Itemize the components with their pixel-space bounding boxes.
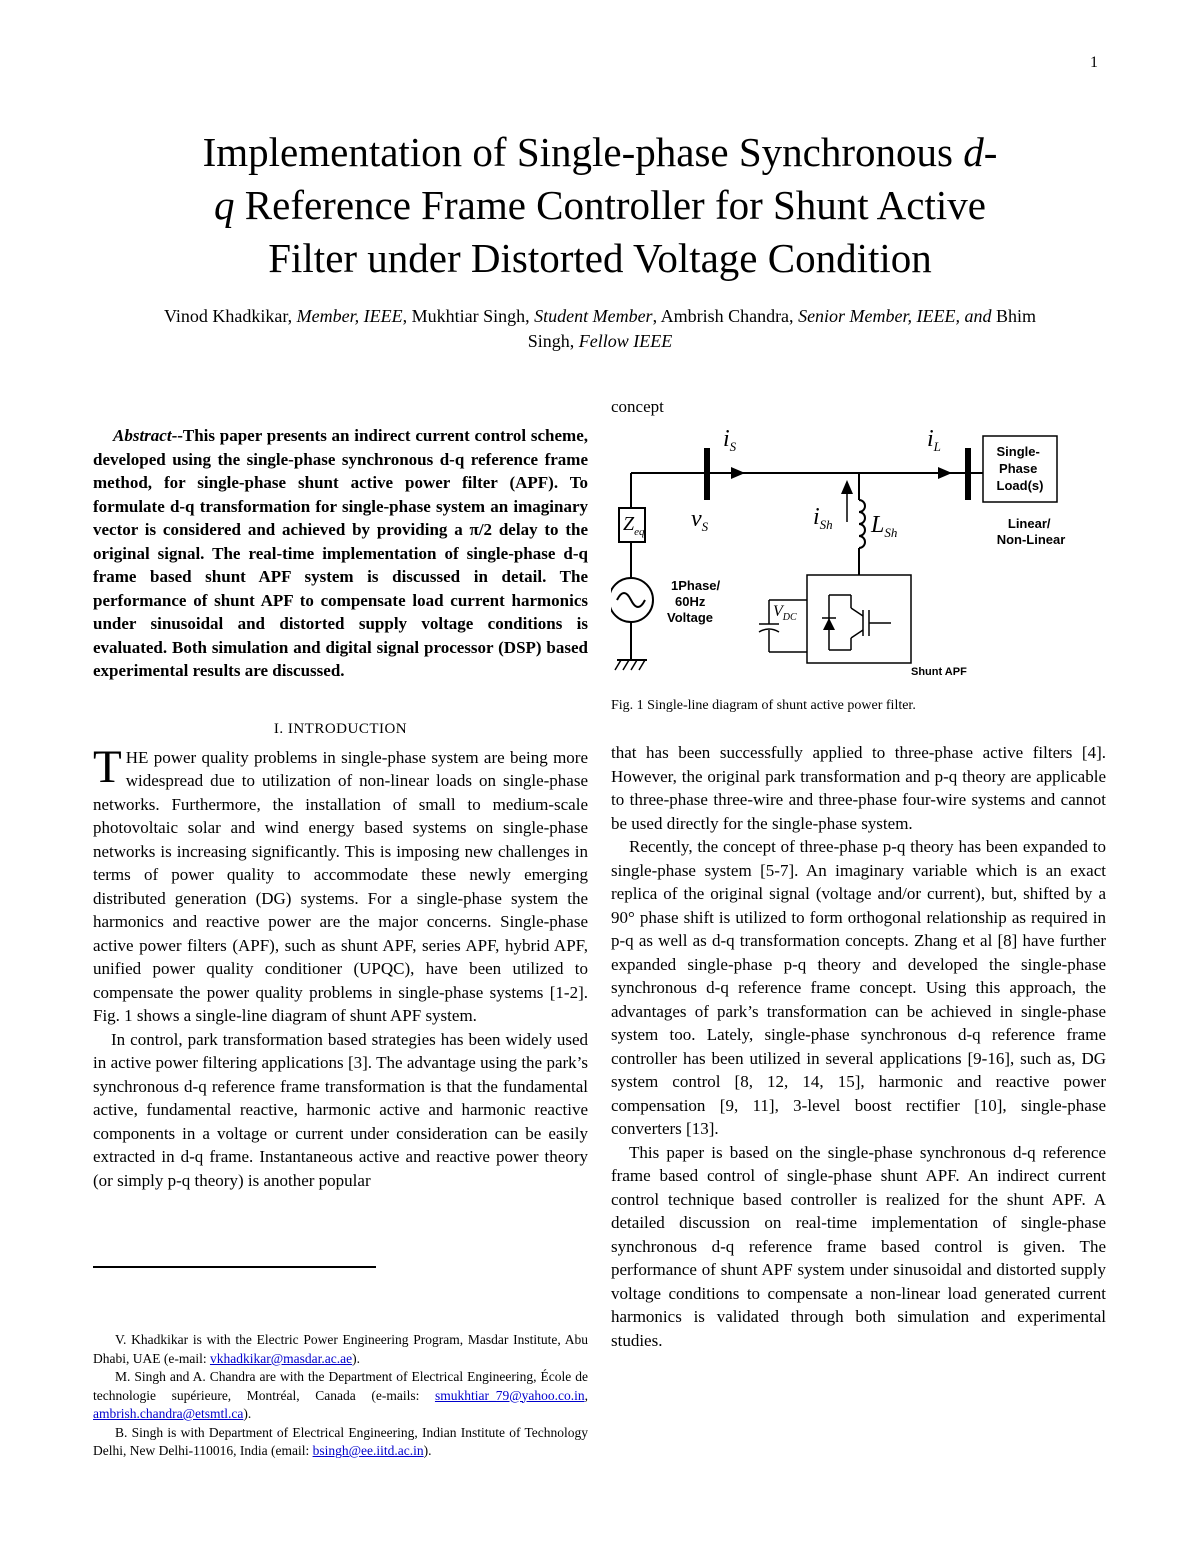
right-paragraph-3: This paper is based on the single-phase synchronous d-q reference frame based control of single-phase shunt APF. An indirect current control technique based controller is realized for the shunt APF. A detailed discussion on real-time implementation of single-phase synchronous d-q reference frame based control is given. The performance of shunt APF system under sinusoidal and distorted supply voltage conditions to compensate a non-linear load generated current harmonics is validated through both simulation and experimental studies. <box>611 1142 1106 1350</box>
footnote-3 <box>93 1424 588 1461</box>
email-link-chandra[interactable]: ambrish.chandra@etsmtl.ca <box>93 1406 244 1421</box>
inverter-box <box>807 575 911 663</box>
label-vs: $v_S$ <box>691 506 709 534</box>
pcc-bus-bar <box>704 448 710 500</box>
intro-paragraph-2: In control, park transformation based strategies has been widely used in active power filtering applications [3]. The advantage using the park’s synchronous d-q reference frame transformation is that the fundamental active, fundamental reactive, harmonic active and harmonic reactive components in a voltage or current under consideration can be easily extracted in d-q frame. Instantaneous active and reactive power theory (or simply p-q theory) is another popular <box>93 1029 588 1190</box>
inductor-icon <box>859 500 865 548</box>
label-lsh: $L_{Sh}$ <box>871 512 898 540</box>
drop-cap: T <box>93 740 122 793</box>
label-vdc: $V_{DC}$ <box>773 603 797 623</box>
author-1-role: Member, IEEE <box>296 306 403 326</box>
label-il: $i_L$ <box>927 426 941 454</box>
label-shunt-apf: Shunt APF <box>911 666 967 678</box>
intro-paragraph-1-text: HE power quality problems in single-phase system are being more widespread due to utilization of non-linear loads on single-phase networks. Furthermore, the installation of small to medium-scale photovoltaic solar and wind energy based systems on single-phase networks is increasing significantly. This is imposing new challenges in terms of power quality to accommodate these newly emerging distributed generation (DG) systems. For a single-phase system the harmonics and reactive power are the major concerns. Single-phase active power filters (APF), such as shunt APF, series APF, hybrid APF, unified power quality conditioner (UPQC), have been utilized to compensate the power quality problems in single-phase systems [1-2]. Fig. 1 shows a single-line diagram of shunt APF system. <box>93 747 588 1025</box>
label-source: 1Phase/ 60Hz Voltage <box>667 578 721 625</box>
ish-arrow-icon <box>841 480 853 494</box>
author-4-role: Fellow IEEE <box>578 331 673 351</box>
abstract <box>93 424 588 683</box>
is-arrow-icon <box>731 467 745 479</box>
load-bus-bar <box>965 448 971 500</box>
ground-icon <box>615 660 647 670</box>
footnote-1-end: ). <box>352 1350 360 1366</box>
footnote-1-text: V. Khadkikar is with the Electric Power Engineering Program, Masdar Institute, Abu Dhabi, UAE (e-mail: <box>93 1332 588 1366</box>
label-load-type: Linear/ Non-Linear <box>996 516 1066 547</box>
dc-capacitor-icon <box>759 600 807 652</box>
author-2: , Mukhtiar Singh, <box>402 306 535 326</box>
title-line1: Implementation of Single-phase Synchronous <box>202 129 964 175</box>
author-list <box>150 304 1050 354</box>
title-line2-italic: q <box>214 182 235 228</box>
author-1: Vinod Khadkikar, <box>163 306 297 326</box>
footnote-2 <box>93 1368 588 1424</box>
email-link-khadkikar[interactable]: vkhadkikar@masdar.ac.ae <box>209 1350 353 1366</box>
footnote-3-text: B. Singh is with Department of Electrical Engineering, Indian Institute of Technology Delhi, New Delhi-110016, India (email: <box>93 1424 588 1458</box>
email-link-singh[interactable]: smukhtiar_79@yahoo.co.in <box>434 1387 585 1403</box>
author-2-role: Student Member <box>534 306 653 326</box>
il-arrow-icon <box>938 467 952 479</box>
concept-word: concept <box>611 397 664 416</box>
title-line3: Filter under Distorted Voltage Condition <box>268 235 932 281</box>
label-ish: $i_{Sh}$ <box>813 504 833 532</box>
footnote-2-sep: , <box>584 1387 588 1403</box>
page-number: 1 <box>1090 54 1098 71</box>
right-paragraph-2: Recently, the concept of three-phase p-q theory has been expanded to single-phase system [5-7]. An imaginary variable which is an exact replica of the original signal (voltage and/or current), but, shifted by a 90° phase shift is utilized to form orthogonal relationship as required in p-q as well as d-q transformation concepts. Zhang et al [8] have further expanded single-phase p-q theory and developed the single-phase synchronous d-q reference frame concept. Using this approach, the advantages of park’s transformation can be achieved in single-phase system too. Lately, single-phase synchronous d-q reference frame controller has been utilized in several applications [9-16], such as, DG system control [8, 12, 14, 15], harmonic and reactive power compensation [9, 11], 3-level boost rectifier [10], single-phase converters [13]. <box>611 837 1106 1138</box>
email-link-bsingh[interactable]: bsingh@ee.iitd.ac.in <box>312 1443 424 1458</box>
title-line1-italic: d- <box>963 129 998 175</box>
figure-caption: Fig. 1 Single-line diagram of shunt active power filter. <box>611 698 916 713</box>
intro-paragraph-1 <box>93 740 588 1028</box>
footnote-separator <box>93 1266 376 1268</box>
author-3-role: Senior Member, IEEE, and <box>798 306 992 326</box>
paper-title <box>90 126 1110 285</box>
section-heading-introduction: I. INTRODUCTION <box>273 720 408 737</box>
footnotes <box>93 1331 588 1461</box>
title-line2: Reference Frame Controller for Shunt Active <box>234 182 986 228</box>
left-column <box>93 424 588 1192</box>
footnote-1 <box>93 1331 588 1368</box>
abstract-lead: Abstract <box>113 426 172 445</box>
label-zeq: $Z_{eq}$ <box>623 513 645 538</box>
author-3: , Ambrish Chandra, <box>652 306 799 326</box>
shunt-apf-diagram <box>611 420 1111 690</box>
abstract-text: --This paper presents an indirect current control scheme, developed using the single-phase synchronous d-q reference frame method, for single-phase shunt active power filter (APF). To formulate d-q transformation for single-phase system an imaginary vector is considered and achieved by providing a π/2 delay to the original signal. The real-time implementation of single-phase d-q frame based shunt APF system is discussed in detail. The performance of shunt APF to compensate load current harmonics under sinusoidal and distorted supply voltage conditions is evaluated. Both simulation and digital signal processor (DSP) based experimental results are discussed. <box>93 426 588 680</box>
label-load: Single- Phase Load(s) <box>996 444 1044 493</box>
right-paragraph-1: that has been successfully applied to three-phase active filters [4]. However, the original park transformation and p-q theory are applicable to three-phase three-wire and three-phase four-wire systems and cannot be used directly for the single-phase system. <box>611 743 1106 833</box>
right-column <box>611 741 1106 1352</box>
footnote-3-end: ). <box>423 1443 432 1458</box>
label-is: $i_S$ <box>723 426 737 454</box>
footnote-2-end: ). <box>243 1406 252 1421</box>
footnote-2-text: M. Singh and A. Chandra are with the Department of Electrical Engineering, École de technologie supérieure, Montréal, Canada (e-mails: <box>93 1369 588 1403</box>
author-4: Bhim Singh, <box>527 306 1037 351</box>
